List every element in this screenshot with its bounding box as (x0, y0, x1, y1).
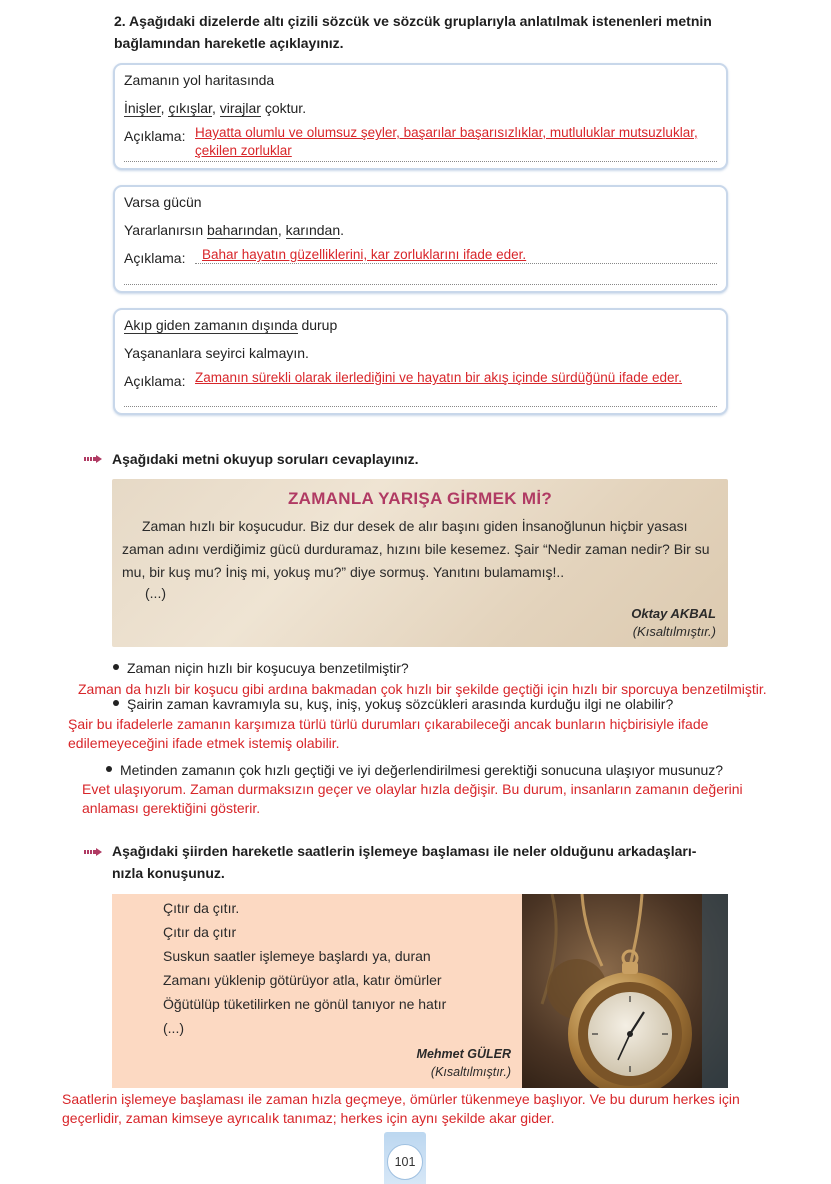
bullet-icon (113, 664, 119, 670)
verse-box-2 (113, 185, 728, 293)
poem-author: Mehmet GÜLER (416, 1047, 511, 1061)
poem-line: Öğütülüp tüketilirken ne gönül tanıyor ne hatır (163, 996, 447, 1012)
question-2: Şairin zaman kavramıyla su, kuş, iniş, yokuş sözcükleri arasında kurduğu ilgi ne olabilir? (113, 696, 673, 712)
reading-author: Oktay AKBAL (631, 606, 716, 621)
answer-3: Evet ulaşıyorum. Zaman durmaksızın geçer ve olaylar hızla değişir. Bu durum, insanların zamanın değerini anlaması gerektiğini gösterir. (82, 781, 743, 816)
explanation-label: Açıklama: (124, 373, 186, 389)
handwritten-answer: Bahar hayatın güzelliklerini, kar zorluklarını ifade eder. (202, 247, 527, 262)
underlined-word: karından (285, 222, 341, 238)
poem-line: Zamanı yüklenip götürüyor atla, katır ömürler (163, 972, 442, 988)
underlined-word: virajlar (219, 100, 261, 116)
underlined-word: baharından (207, 222, 278, 238)
verse-box-1 (113, 63, 728, 170)
underlined-phrase: Akıp giden zamanın dışında (124, 317, 298, 333)
verse-line: Zamanın yol haritasında (124, 72, 275, 88)
instruction-line-1: 2. Aşağıdaki dizelerde altı çizili sözcük ve sözcük gruplarıyla anlatılmak istenenleri metnin (114, 13, 712, 29)
answer-line (124, 284, 717, 285)
poem-line: Çıtır da çıtır. (163, 900, 240, 916)
poem-box (112, 894, 728, 1088)
underlined-word: İnişler (124, 100, 161, 116)
section-arrow-icon (84, 455, 102, 463)
handwritten-answer: Zamanın sürekli olarak ilerlediğini ve hayatın bir akış içinde sürdüğünü ifade eder. (195, 370, 683, 385)
section-heading: Aşağıdaki şiirden hareketle saatlerin işlemeye başlaması ile neler olduğunu arkadaşları- nızla konuşunuz. (112, 843, 697, 881)
explanation-label: Açıklama: (124, 128, 186, 144)
verse-line: Yaşananlara seyirci kalmayın. (124, 345, 309, 361)
abridged-note: (Kısaltılmıştır.) (430, 1065, 511, 1079)
page-number-tab (384, 1132, 426, 1184)
poem-line: Suskun saatler işlemeye başlardı ya, duran (163, 948, 431, 964)
page-number: 101 (387, 1144, 423, 1180)
poem-line: (...) (163, 1020, 184, 1036)
reading-body: Zaman hızlı bir koşucudur. Biz dur desek de alır başını giden İnsanoğlunun hiçbir yasası zaman adını verdiğimiz gücü durduramaz, hızını bile kesemez. Şair “Nedir zaman nedir? Bir su mu, bir kuş mu? İniş mi, yokuş mu?” diye sormuş. Yanıtını bulamamış!.. (122, 518, 710, 580)
verse-line: Yararlanırsın baharından, karından. (124, 222, 344, 238)
question-1: Zaman niçin hızlı bir koşucuya benzetilmiştir? (113, 660, 409, 676)
poem-line: Çıtır da çıtır (163, 924, 237, 940)
instruction-line-2: bağlamından hareketle açıklayınız. (114, 35, 344, 51)
section-arrow-icon (84, 848, 102, 856)
bullet-icon (106, 766, 112, 772)
answer-line (124, 161, 717, 162)
answer-2: Şair bu ifadelerle zamanın karşımıza türlü türlü durumları çıkarabileceği ancak bunların hiçbirisiyle ifade edilemeyeceğini ifade etmek istemiş olabilir. (68, 716, 709, 751)
answer-line (195, 263, 717, 264)
underlined-word: çıkışlar (168, 100, 212, 116)
abridged-note: (Kısaltılmıştır.) (632, 624, 716, 639)
reading-title: ZAMANLA YARIŞA GİRMEK Mİ? (287, 489, 553, 508)
verse-line: Varsa gücün (124, 194, 202, 210)
exercise-instruction (114, 10, 754, 54)
reading-text-box (112, 479, 728, 647)
pocket-watch-photo (522, 894, 728, 1088)
verse-line: Akıp giden zamanın dışında durup (124, 317, 338, 333)
answer-line (124, 406, 717, 407)
handwritten-answer: Hayatta olumlu ve olumsuz şeyler, başarılar başarısızlıklar, mutluluklar mutsuzluklar, çekilen zorluklar (195, 125, 698, 158)
explanation-label: Açıklama: (124, 250, 186, 266)
answer-1: Zaman da hızlı bir koşucu gibi ardına bakmadan çok hızlı bir şekilde geçtiği için hızlı bir sporcuya benzetilmiştir. (78, 681, 767, 697)
final-answer: Saatlerin işlemeye başlaması ile zaman hızla geçmeye, ömürler tükenmeye başlıyor. Ve bu durum herkes için geçerlidir, zaman kimseye ayrıcalık tanımaz; herkes için aynı şekilde akar gider. (62, 1091, 740, 1126)
question-3: Metinden zamanın çok hızlı geçtiği ve iyi değerlendirilmesi gerektiği sonucuna ulaşıyor musunuz? (106, 762, 723, 778)
section-heading: Aşağıdaki metni okuyup soruları cevaplayınız. (112, 451, 419, 467)
ellipsis: (...) (145, 585, 166, 601)
verse-line: İnişler, çıkışlar, virajlar çoktur. (124, 100, 307, 116)
bullet-icon (113, 700, 119, 706)
verse-box-3 (113, 308, 728, 415)
